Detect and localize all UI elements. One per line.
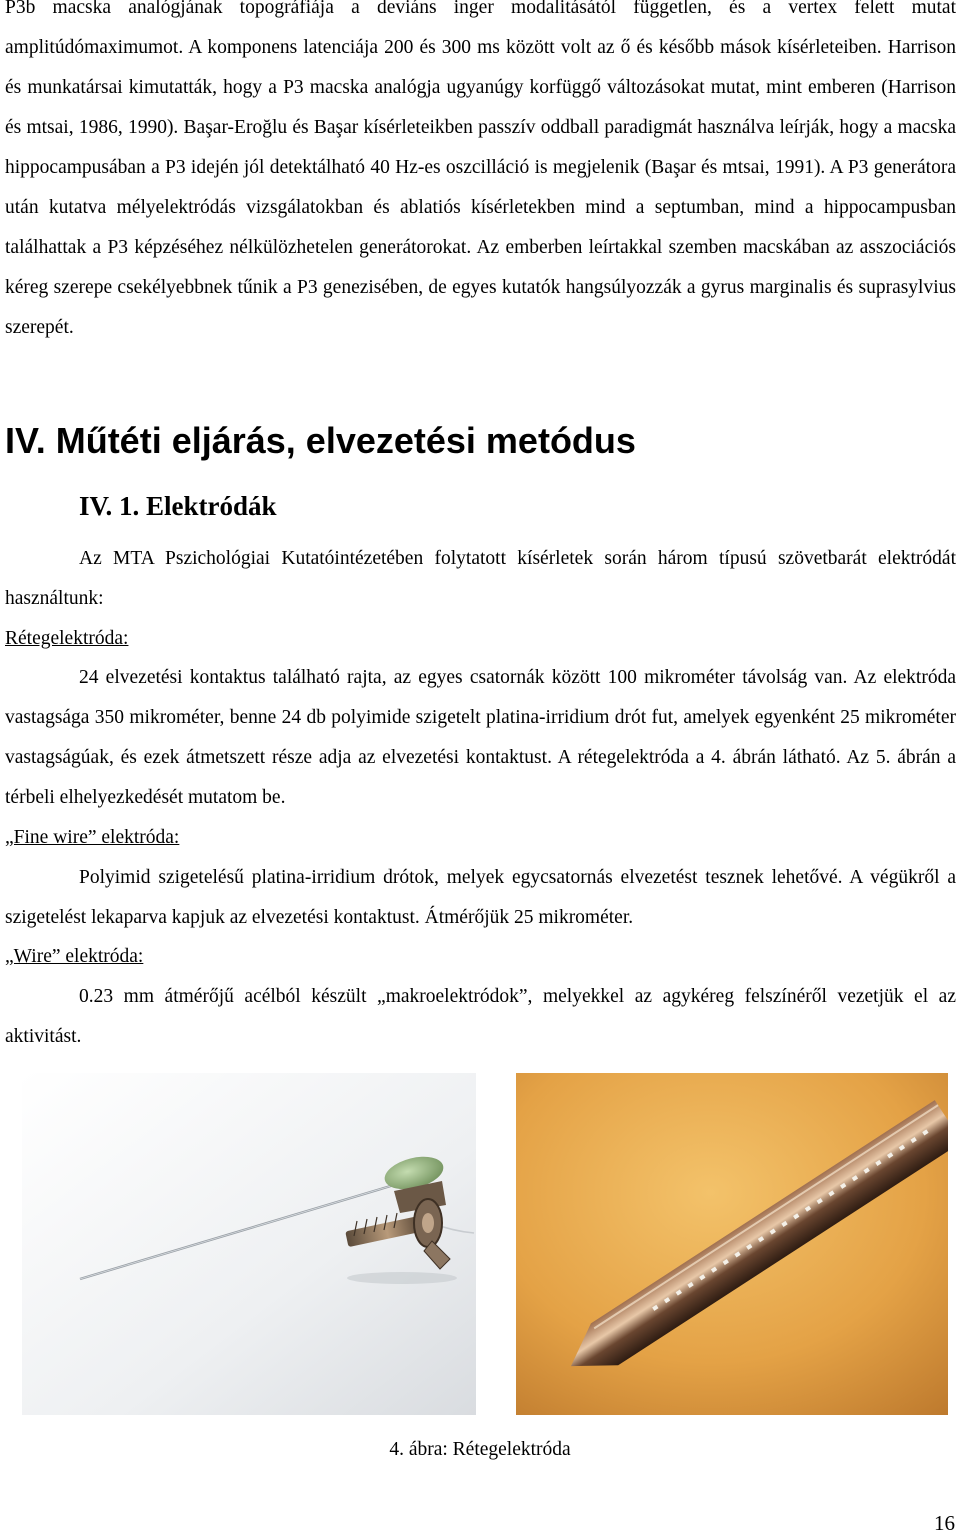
intro-paragraph: P3b macska analógjának topográfiája a deviáns inger modalitásától független, és a vertex felett mutat amplitúdómaximumot. A komponens latenciája 200 és 300 ms között volt az ő és később mások kísérleteiben. Harrison és munkatársai kimutatták, hogy a P3 macska analógja ugyanúgy korfüggő változásokat mutat, mint emberen (Harrison és mtsai, 1986, 1990). Başar-Eroğlu és Başar kísérleteikben passzív oddball paradigmát használva leírják, hogy a macska hippocampusában a P3 idején jól detektálható 40 Hz-es oszcilláció is megjelenik (Başar és mtsai, 1991). A P3 generátora után kutatva mélyelektródás vizsgálatokban és ablatiós kísérletekben mind a septumban, mind a hippocampusban találhattak a P3 képzéséhez nélkülözhetelen generátorokat. Az emberben leírtakkal szemben macskában az asszociációs kéreg szerepe csekélyebbnek tűnik a P3 genezisében, de egyes kutatók hangsúlyozzák a gyrus marginalis és suprasylvius szerepét. bbox=[5, 0, 956, 338]
layer-electrode-label: Rétegelektróda: bbox=[5, 628, 129, 649]
subsection-heading: IV. 1. Elektródák bbox=[79, 491, 277, 521]
page-number: 16 bbox=[934, 1511, 955, 1535]
electrode-photo-closeup bbox=[516, 1073, 948, 1415]
figure-caption: 4. ábra: Rétegelektróda bbox=[389, 1439, 571, 1460]
layer-electrode-paragraph: 24 elvezetési kontaktus található rajta, az egyes csatornák között 100 mikrométer távolság van. Az elektróda vastagsága 350 mikrométer, benne 24 db polyimide szigetelt platina-irridium drót fut, amelyek egyenként 25 mikrométer vastagságúak, és ezek átmetszett része adja az elvezetési kontaktust. A rétegelektróda a 4. ábrán látható. Az 5. ábrán a térbeli elhelyezkedését mutatom be. bbox=[5, 667, 956, 808]
fine-wire-label: „Fine wire” elektróda: bbox=[5, 827, 180, 848]
fine-wire-paragraph: Polyimid szigetelésű platina-irridium drótok, melyek egycsatornás elvezetést tesznek lehetővé. A végükről a szigetelést lekaparva kapjuk az elvezetési kontaktust. Átmérőjük 25 mikrométer. bbox=[5, 867, 956, 928]
electrodes-intro-paragraph: Az MTA Pszichológiai Kutatóintézetében folytatott kísérletek során három típusú szövetbarát elektródát használtunk: bbox=[5, 548, 956, 609]
section-heading: IV. Műtéti eljárás, elvezetési metódus bbox=[5, 420, 636, 461]
wire-paragraph: 0.23 mm átmérőjű acélból készült „makroelektródok”, melyekkel az agykéreg felszínéről vezetjük el az aktivitást. bbox=[5, 986, 956, 1047]
electrode-photo-overview bbox=[22, 1073, 476, 1415]
wire-label: „Wire” elektróda: bbox=[5, 946, 144, 967]
